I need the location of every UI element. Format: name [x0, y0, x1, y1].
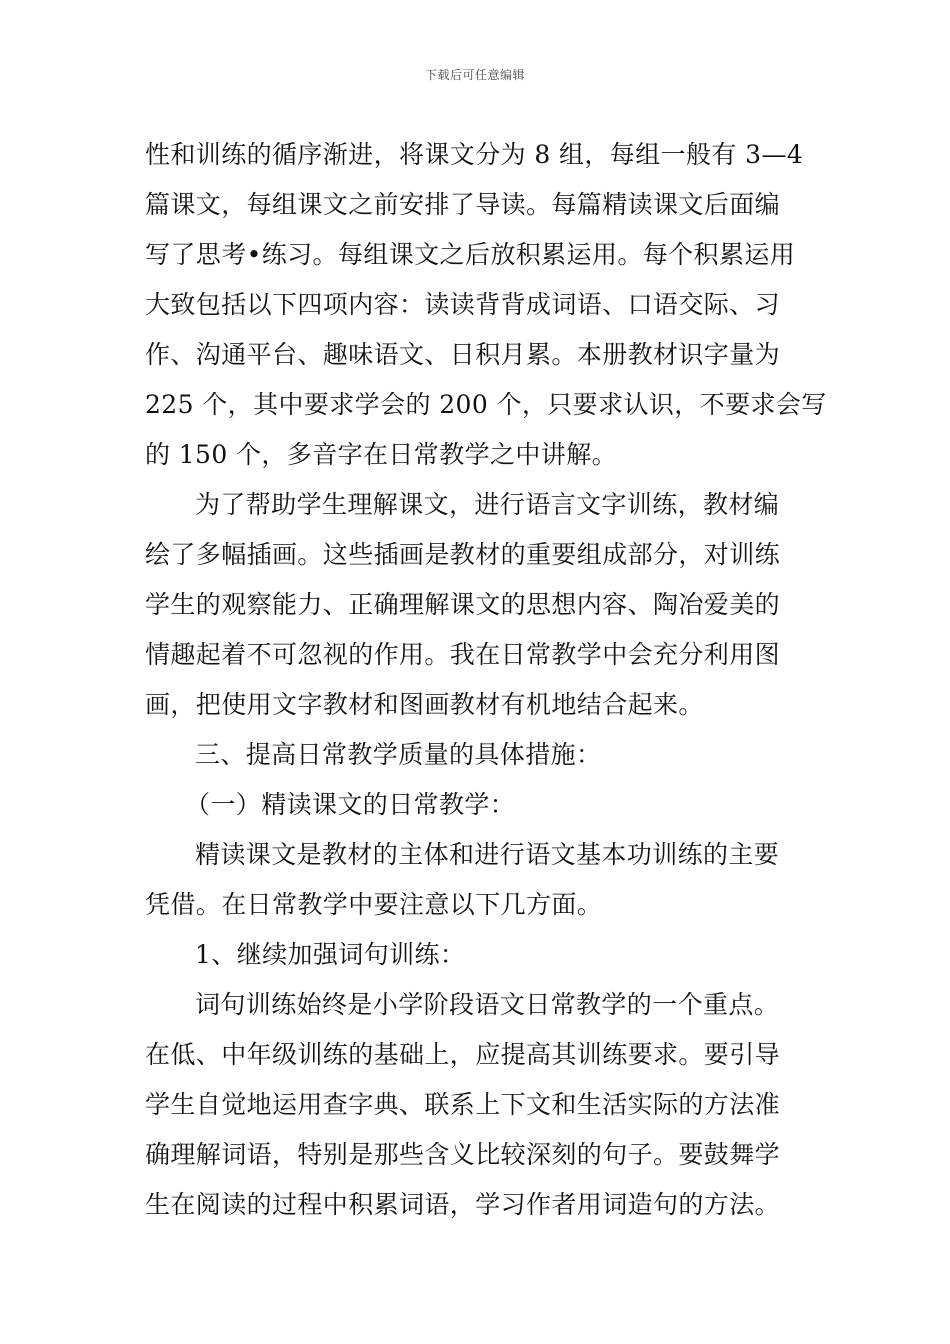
text-line: 作、沟通平台、趣味语文、日积月累。本册教材识字量为 — [145, 340, 781, 369]
text-line: 为了帮助学生理解课文，进行语言文字训练，教材编 — [195, 490, 780, 519]
text-line: 生在阅读的过程中积累词语，学习作者用词造句的方法。 — [145, 1190, 781, 1219]
text-line: 精读课文是教材的主体和进行语文基本功训练的主要 — [195, 840, 780, 869]
text-line: 画，把使用文字教材和图画教材有机地结合起来。 — [145, 690, 704, 719]
text-line: 词句训练始终是小学阶段语文日常教学的一个重点。 — [195, 990, 780, 1019]
text-line: 的 150 个，多音字在日常教学之中讲解。 — [145, 440, 618, 469]
item-heading: 1、继续加强词句训练： — [195, 940, 466, 969]
text-line: 学生的观察能力、正确理解课文的思想内容、陶冶爱美的 — [145, 590, 781, 619]
text-line: 篇课文，每组课文之前安排了导读。每篇精读课文后面编 — [145, 190, 781, 219]
page-header: 下载后可任意编辑 — [424, 68, 525, 82]
section-heading: 三、提高日常教学质量的具体措施： — [195, 740, 602, 769]
text-line: 凭借。在日常教学中要注意以下几方面。 — [145, 890, 603, 919]
text-line: 情趣起着不可忽视的作用。我在日常教学中会充分利用图 — [145, 640, 781, 669]
text-line: 在低、中年级训练的基础上，应提高其训练要求。要引导 — [145, 1040, 781, 1069]
document-body — [145, 130, 827, 1230]
text-line: 确理解词语，特别是那些含义比较深刻的句子。要鼓舞学 — [145, 1140, 781, 1169]
text-line: 学生自觉地运用查字典、联系上下文和生活实际的方法准 — [145, 1090, 781, 1119]
text-line: 绘了多幅插画。这些插画是教材的重要组成部分，对训练 — [145, 540, 781, 569]
subsection-heading: （一）精读课文的日常教学： — [185, 790, 516, 819]
text-line: 性和训练的循序渐进，将课文分为 8 组，每组一般有 3—4 — [145, 140, 804, 169]
text-line: 写了思考•练习。每组课文之后放积累运用。每个积累运用 — [145, 240, 796, 269]
text-line: 大致包括以下四项内容：读读背背成词语、口语交际、习 — [145, 290, 781, 319]
text-line: 225 个，其中要求学会的 200 个，只要求认识，不要求会写 — [145, 390, 827, 419]
